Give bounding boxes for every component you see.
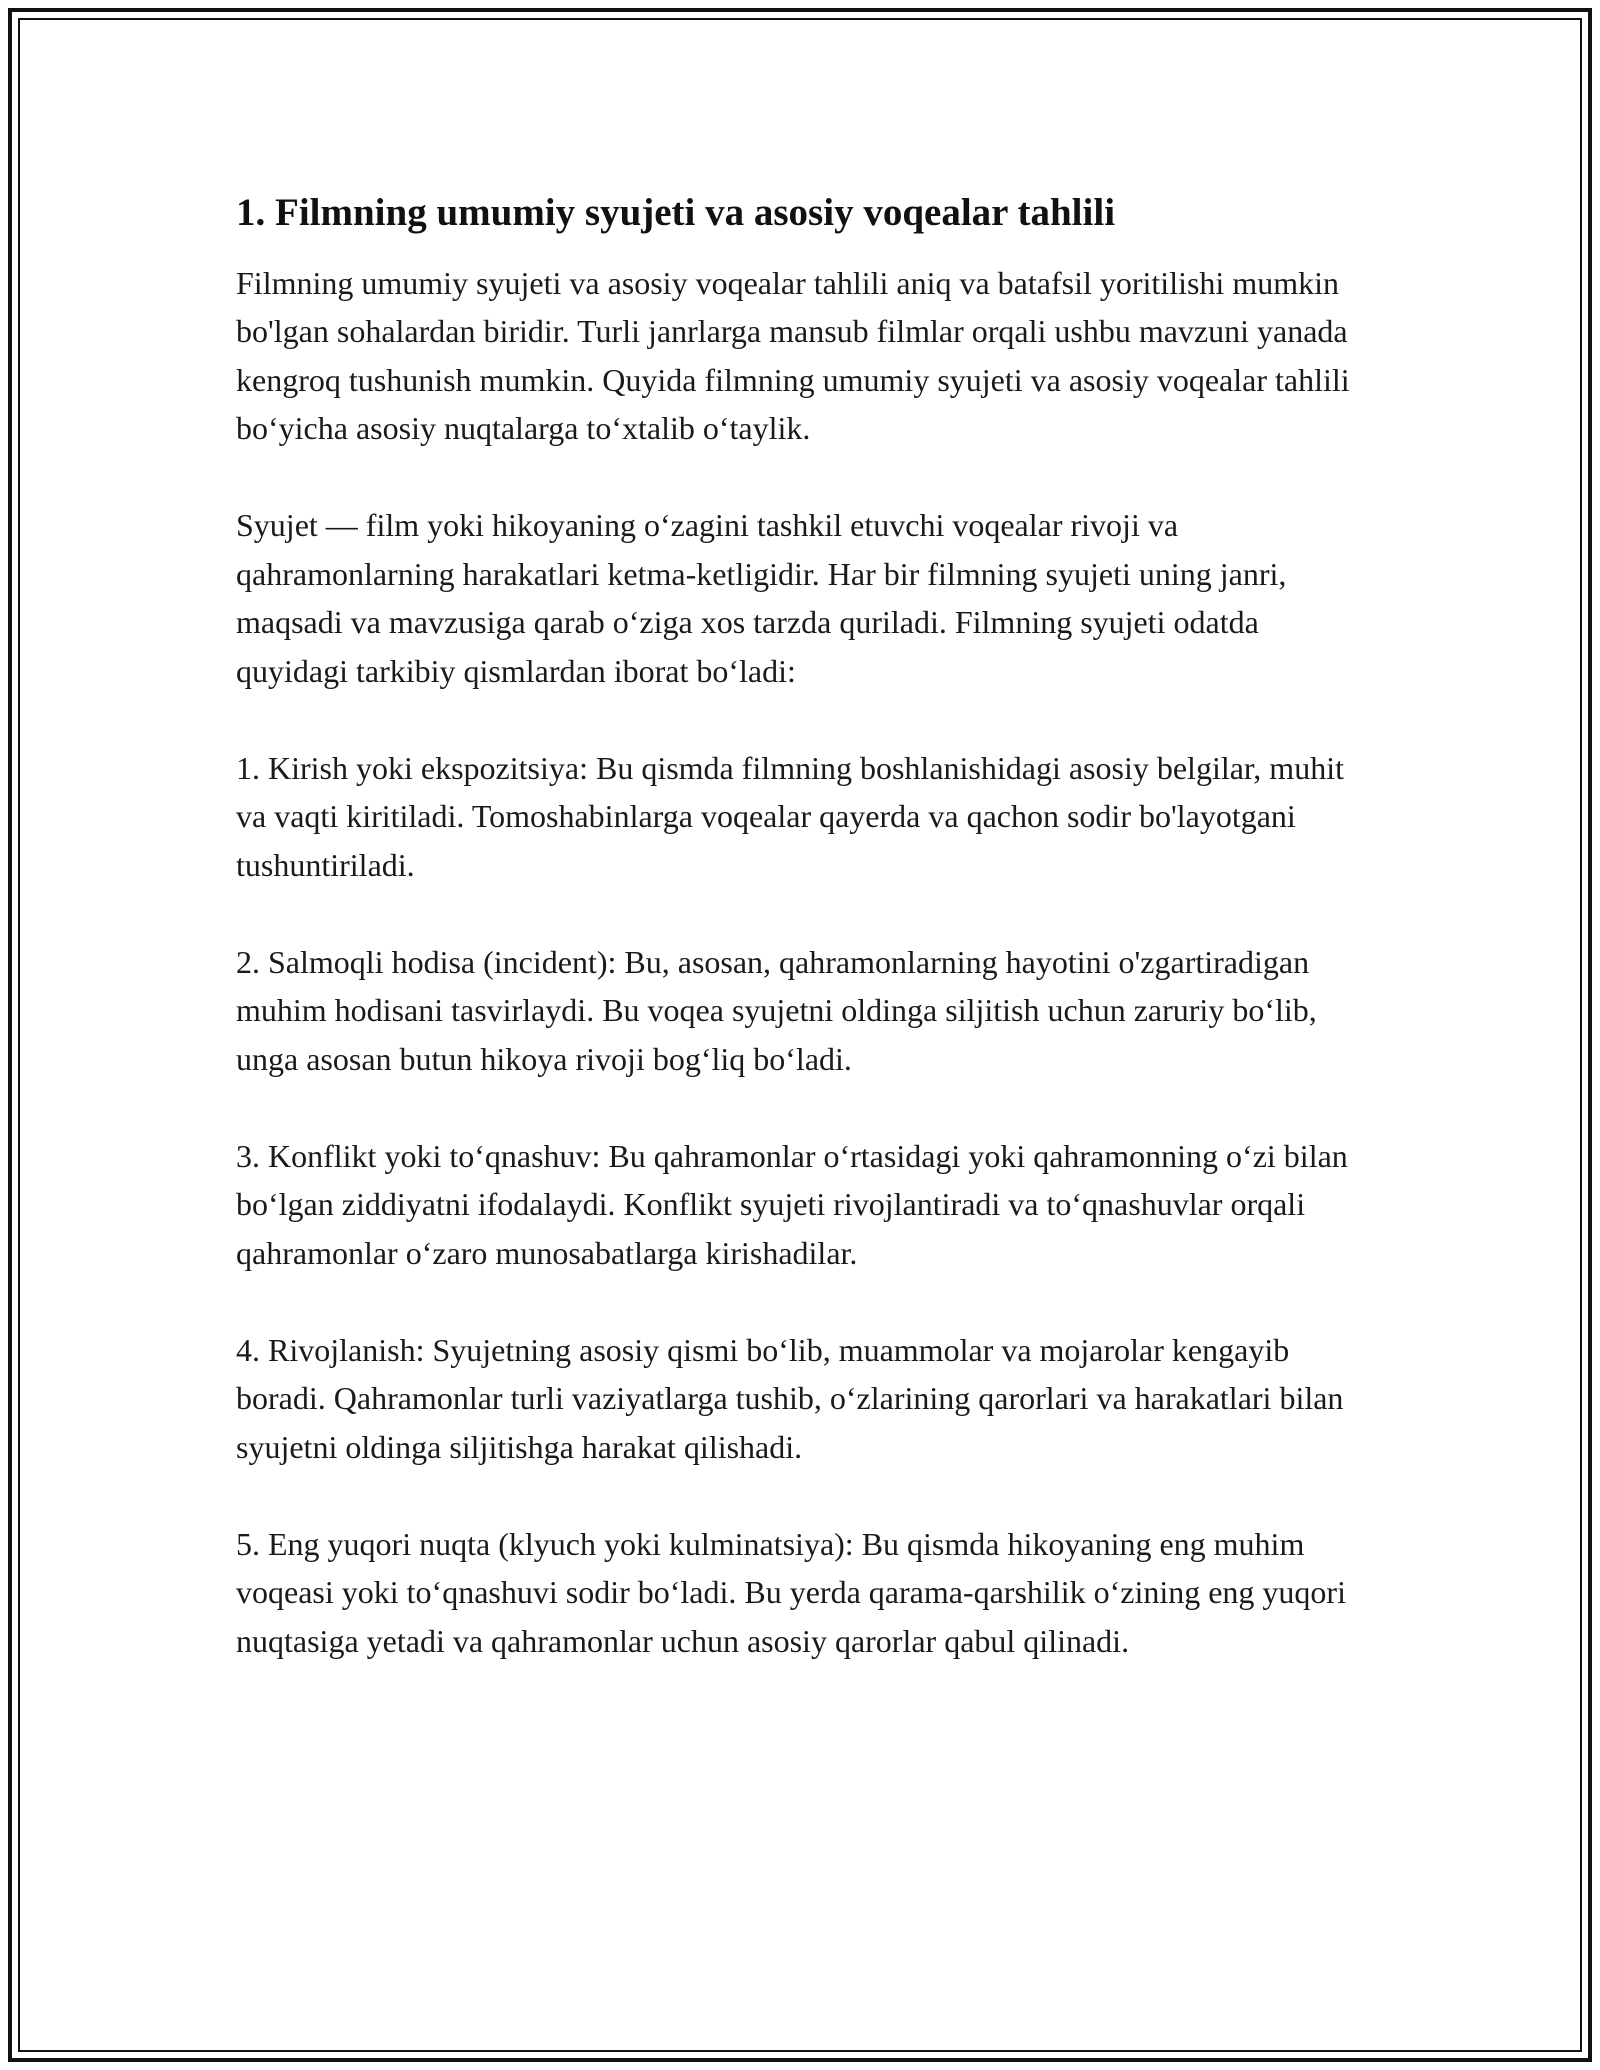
list-item-konflikt: 3. Konflikt yoki to‘qnashuv: Bu qahramonlar o‘rtasidagi yoki qahramonning o‘zi bilan bo‘lgan ziddiyatni ifodalaydi. Konflikt syujeti rivojlantiradi va to‘qnashuvlar orqali qahramonlar o‘zaro munosabatlarga kirishadilar. [236, 1137, 1348, 1271]
section-heading: 1. Filmning umumiy syujeti va asosiy voqealar tahlili [236, 191, 1116, 234]
paragraph-syujet-definition: Syujet — film yoki hikoyaning o‘zagini tashkil etuvchi voqealar rivoji va qahramonlarning harakatlari ketma-ketligidir. Har bir filmning syujeti uning janri, maqsadi va mavzusiga qarab o‘ziga xos tarzda quriladi. Filmning syujeti odatda quyidagi tarkibiy qismlardan iborat bo‘ladi: [236, 507, 1287, 689]
list-item-kulminatsiya: 5. Eng yuqori nuqta (klyuch yoki kulminatsiya): Bu qismda hikoyaning eng muhim voqeasi yoki to‘qnashuvi sodir bo‘ladi. Bu yerda qarama-qarshilik o‘zining eng yuqori nuqtasiga yetadi va qahramonlar uchun asosiy qarorlar qabul qilinadi. [236, 1525, 1346, 1659]
document-body [236, 180, 1376, 1714]
paragraph-intro: Filmning umumiy syujeti va asosiy voqealar tahlili aniq va batafsil yoritilishi mumkin bo'lgan sohalardan biridir. Turli janrlarga mansub filmlar orqali ushbu mavzuni yanada kengroq tushunish mumkin. Quyida filmning umumiy syujeti va asosiy voqealar tahlili bo‘yicha asosiy nuqtalarga to‘xtalib o‘taylik. [236, 264, 1350, 447]
list-item-salmoqli-hodisa: 2. Salmoqli hodisa (incident): Bu, asosan, qahramonlarning hayotini o'zgartiradigan muhim hodisani tasvirlaydi. Bu voqea syujetni oldinga siljitish uchun zaruriy bo‘lib, unga asosan butun hikoya rivoji bog‘liq bo‘ladi. [236, 943, 1317, 1077]
list-item-kirish: 1. Kirish yoki ekspozitsiya: Bu qismda filmning boshlanishidagi asosiy belgilar, muhit va vaqti kiritiladi. Tomoshabinlarga voqealar qayerda va qachon sodir bo'layotgani tushuntiriladi. [236, 749, 1344, 883]
list-item-rivojlanish: 4. Rivojlanish: Syujetning asosiy qismi bo‘lib, muammolar va mojarolar kengayib boradi. Qahramonlar turli vaziyatlarga tushib, o‘zlarining qarorlari va harakatlari bilan syujetni oldinga siljitishga harakat qilishadi. [236, 1331, 1344, 1465]
